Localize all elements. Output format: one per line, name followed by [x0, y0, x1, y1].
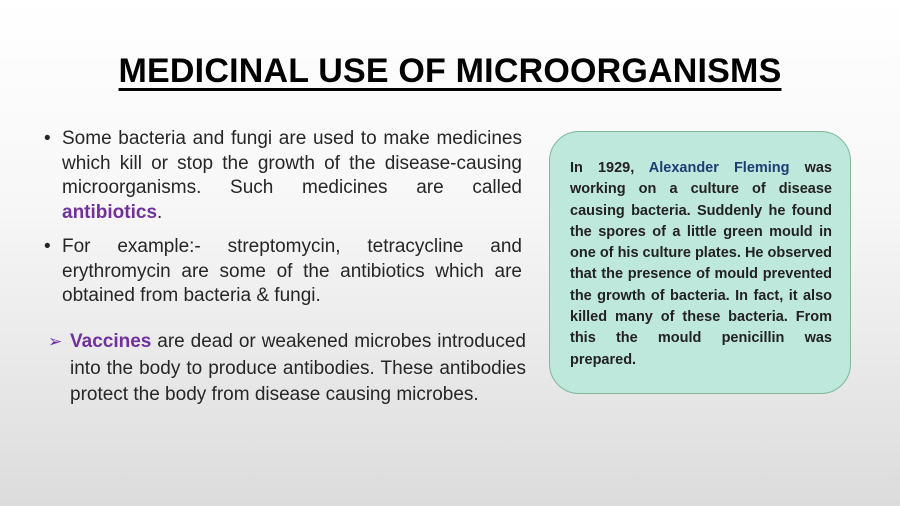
bullet-text: For example:- streptomycin, tetracycline and erythromycin are some of the antibiotics which are obtained from bacteria & fungi. [62, 236, 522, 306]
bullet-text: Some bacteria and fungi are used to make medicines which kill or stop the growth of the disease-causing microorganisms. Such medicines are called [62, 128, 522, 198]
callout-text-start: In 1929, [570, 160, 649, 176]
vaccines-text: are dead or weakened microbes introduced into the body to produce antibodies. These antibodies protect the body from disease causing microbes. [70, 331, 526, 405]
callout-text-rest: was working on a culture of disease causing bacteria. Suddenly he found the spores of a little green mould in one of his culture plates. He observed that the presence of mould prevented the growth of bacteria. In fact, it also killed many of these bacteria. From this the mould penicillin was prepared. [570, 160, 832, 368]
antibiotics-term: antibiotics [62, 201, 158, 223]
arrow-bullet-icon: ➢ [48, 332, 63, 351]
bullet-dot-icon: • [44, 236, 51, 257]
bullet-item-examples [44, 235, 522, 309]
fleming-callout-box [549, 131, 851, 394]
bullet-list [44, 127, 522, 319]
bullet-item-antibiotics [44, 127, 522, 225]
bullet-text-end: . [157, 201, 163, 223]
vaccines-term: Vaccines [70, 331, 152, 352]
callout-text [570, 158, 832, 371]
vaccines-paragraph [48, 329, 526, 409]
slide-title: MEDICINAL USE OF MICROORGANISMS [118, 52, 782, 90]
bullet-dot-icon: • [44, 128, 51, 149]
fleming-name: Alexander Fleming [648, 160, 790, 176]
